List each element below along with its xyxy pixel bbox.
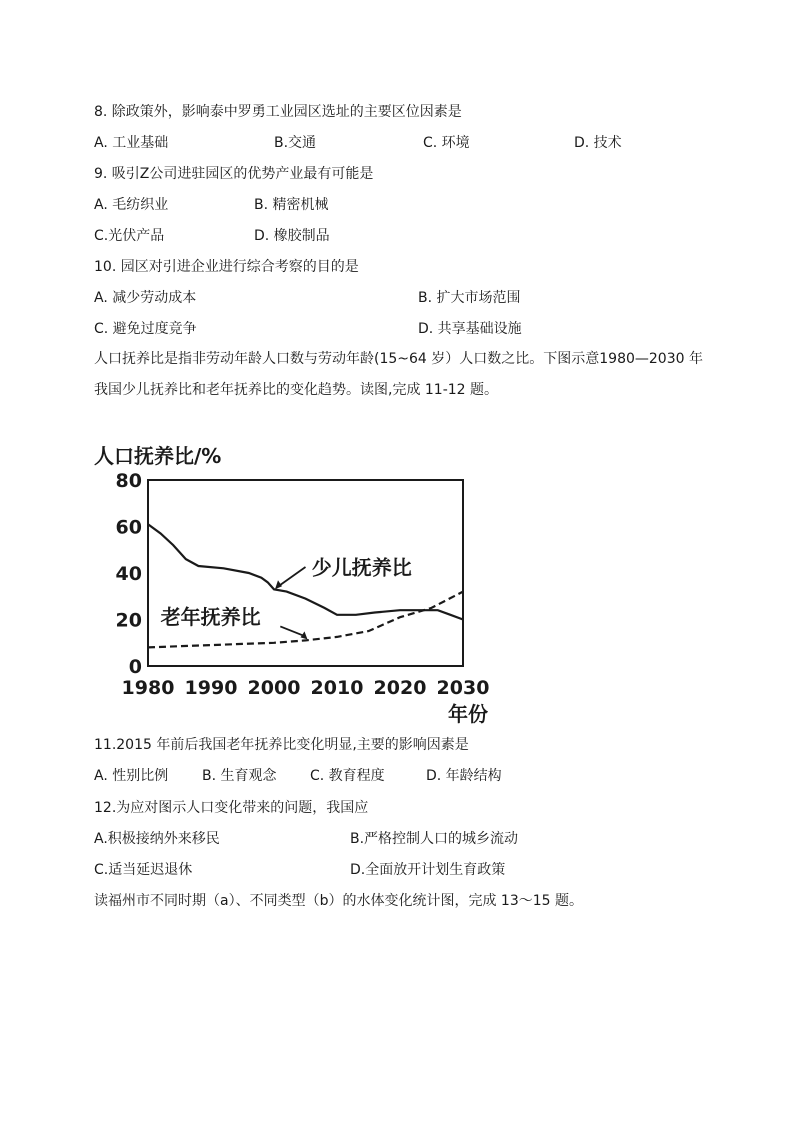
y-tick-label-0: 0 (128, 656, 142, 678)
y-tick-labels (116, 470, 142, 678)
y-axis-label: 人口抚养比/% (94, 444, 222, 468)
q12-option-b: B.严格控制人口的城乡流动 (350, 831, 519, 847)
series-labels (161, 555, 412, 639)
elderly-label-arrow (280, 626, 305, 636)
q11-stem: 11.2015 年前后我国老年抚养比变化明显,主要的影响因素是 (94, 737, 469, 753)
y-tick-label-4: 80 (115, 470, 142, 492)
q12-stem: 12.为应对图示人口变化带来的问题，我国应 (94, 800, 369, 816)
q8-option-d: D. 技术 (574, 135, 622, 151)
q12-option-d: D.全面放开计划生育政策 (350, 862, 506, 878)
x-tick-label-4: 2020 (373, 677, 427, 699)
q11-option-b: B. 生育观念 (202, 768, 277, 784)
q8-stem: 8. 除政策外，影响泰中罗勇工业园区选址的主要区位因素是 (94, 104, 462, 120)
q11-option-a: A. 性别比例 (94, 768, 169, 784)
q8-option-c: C. 环境 (423, 135, 470, 151)
q9-option-d: D. 橡胶制品 (254, 228, 330, 244)
q10-option-c: C. 避免过度竞争 (94, 321, 197, 337)
q8-option-a: A. 工业基础 (94, 135, 169, 151)
q10-option-b: B. 扩大市场范围 (418, 290, 521, 306)
series-label-elderly: 老年抚养比 (160, 605, 261, 630)
q11-option-c: C. 教育程度 (310, 768, 385, 784)
x-tick-label-0: 1980 (121, 677, 175, 699)
dependency-ratio-chart (88, 436, 508, 726)
series-label-youth: 少儿抚养比 (311, 555, 412, 580)
y-tick-label-2: 40 (115, 563, 142, 585)
x-tick-label-1: 1990 (184, 677, 238, 699)
q10-option-d: D. 共享基础设施 (418, 321, 522, 337)
q11-option-d: D. 年龄结构 (426, 768, 502, 784)
x-axis-label: 年份 (448, 702, 488, 726)
q8-option-b: B.交通 (274, 135, 317, 151)
population-intro: 人口抚养比是指非劳动年龄人口数与劳动年龄(15~64 岁）人口数之比。下图示意1980—2030 年我国少儿抚养比和老年抚养比的变化趋势。读图,完成 11-12 题。 (94, 351, 703, 398)
x-tick-label-3: 2010 (310, 677, 364, 699)
q10-stem: 10. 园区对引进企业进行综合考察的目的是 (94, 259, 359, 275)
x-tick-label-2: 2000 (247, 677, 301, 699)
q10-option-a: A. 减少劳动成本 (94, 290, 197, 306)
q9-option-b: B. 精密机械 (254, 197, 329, 213)
x-tick-labels (122, 677, 490, 699)
youth-label-arrow (277, 567, 306, 587)
q9-stem: 9. 吸引Z公司进驻园区的优势产业最有可能是 (94, 166, 374, 182)
q9-option-a: A. 毛纺织业 (94, 197, 169, 213)
x-tick-label-5: 2030 (436, 677, 490, 699)
y-tick-label-1: 20 (115, 609, 142, 632)
y-tick-label-3: 60 (115, 516, 142, 539)
q9-option-c: C.光伏产品 (94, 228, 165, 244)
youth-arrowhead (275, 580, 282, 589)
q12-option-a: A.积极接纳外来移民 (94, 831, 220, 847)
fuzhou-intro: 读福州市不同时期（a）、不同类型（b）的水体变化统计图，完成 13～15 题。 (94, 893, 583, 909)
q12-option-c: C.适当延迟退休 (94, 862, 193, 878)
